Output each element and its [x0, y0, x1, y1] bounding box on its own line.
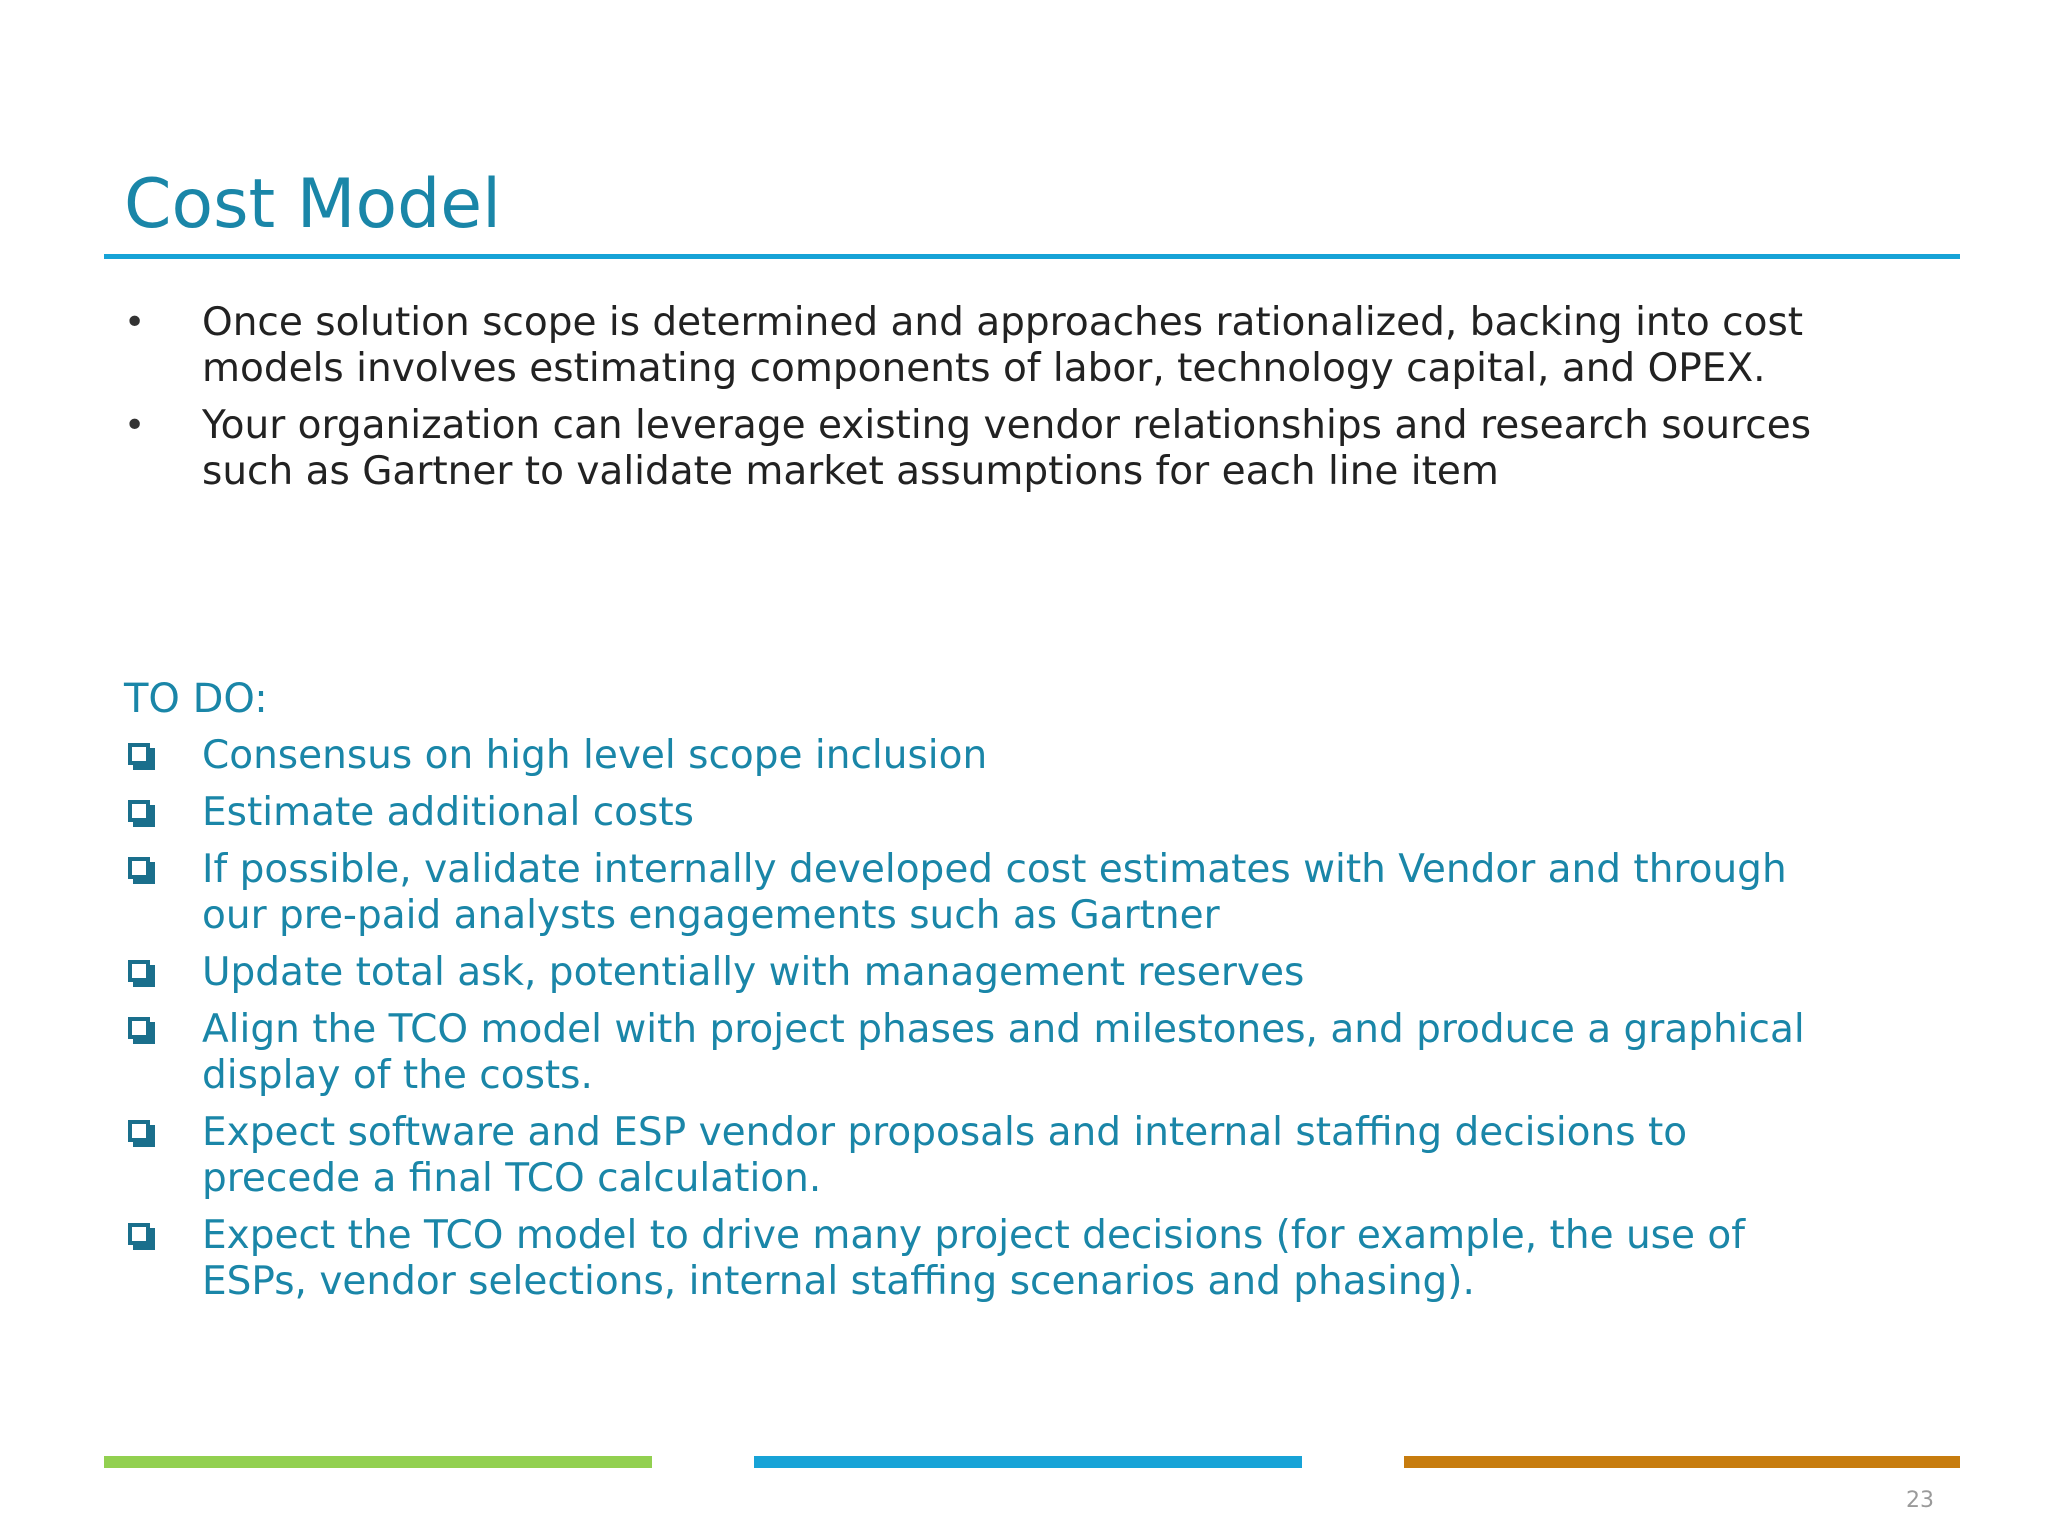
todo-text — [202, 950, 1962, 996]
bullet-line: models involves estimating components of labor, technology capital, and OPEX. — [202, 346, 1766, 391]
bullet-line: Your organization can leverage existing vendor relationships and research sources — [202, 403, 1812, 448]
checkbox-icon — [128, 800, 150, 822]
todo-line: ESPs, vendor selections, internal staffing scenarios and phasing). — [202, 1259, 1475, 1304]
todo-line: Estimate additional costs — [202, 790, 694, 835]
footer-bar-orange — [1404, 1456, 1960, 1468]
todo-text — [202, 847, 1962, 939]
checkbox-icon — [128, 960, 150, 982]
todo-line: Expect software and ESP vendor proposals and internal staffing decisions to — [202, 1110, 1688, 1155]
bullet-text — [202, 300, 1962, 392]
todo-text — [202, 1110, 1962, 1202]
todo-text — [202, 1213, 1962, 1305]
todo-line: Consensus on high level scope inclusion — [202, 733, 988, 778]
footer-bar-blue — [754, 1456, 1302, 1468]
bullet-text — [202, 403, 1962, 495]
todo-text — [202, 1007, 1962, 1099]
bullet-line: Once solution scope is determined and approaches rationalized, backing into cost — [202, 300, 1804, 345]
todo-line: Align the TCO model with project phases and milestones, and produce a graphical — [202, 1007, 1805, 1052]
todo-text — [202, 790, 1962, 836]
checkbox-icon — [128, 1120, 150, 1142]
checkbox-icon — [128, 857, 150, 879]
checkbox-icon — [128, 1223, 150, 1245]
todo-line: display of the costs. — [202, 1053, 593, 1098]
checkbox-icon — [128, 1017, 150, 1039]
todo-line: If possible, validate internally developed cost estimates with Vendor and through — [202, 847, 1787, 892]
checkbox-icon — [128, 743, 150, 765]
slide-title: Cost Model — [124, 165, 501, 244]
todo-heading: TO DO: — [124, 676, 268, 722]
footer-bar-green — [104, 1456, 652, 1468]
todo-line: Expect the TCO model to drive many project decisions (for example, the use of — [202, 1213, 1745, 1258]
bullet-icon: • — [124, 405, 146, 446]
bullet-line: such as Gartner to validate market assumptions for each line item — [202, 449, 1499, 494]
todo-line: our pre-paid analysts engagements such as Gartner — [202, 893, 1220, 938]
bullet-icon: • — [124, 302, 146, 343]
page-number: 23 — [1906, 1488, 1934, 1513]
todo-line: Update total ask, potentially with management reserves — [202, 950, 1305, 995]
todo-text — [202, 733, 1962, 779]
todo-line: precede a final TCO calculation. — [202, 1156, 822, 1201]
title-underline — [104, 254, 1960, 259]
